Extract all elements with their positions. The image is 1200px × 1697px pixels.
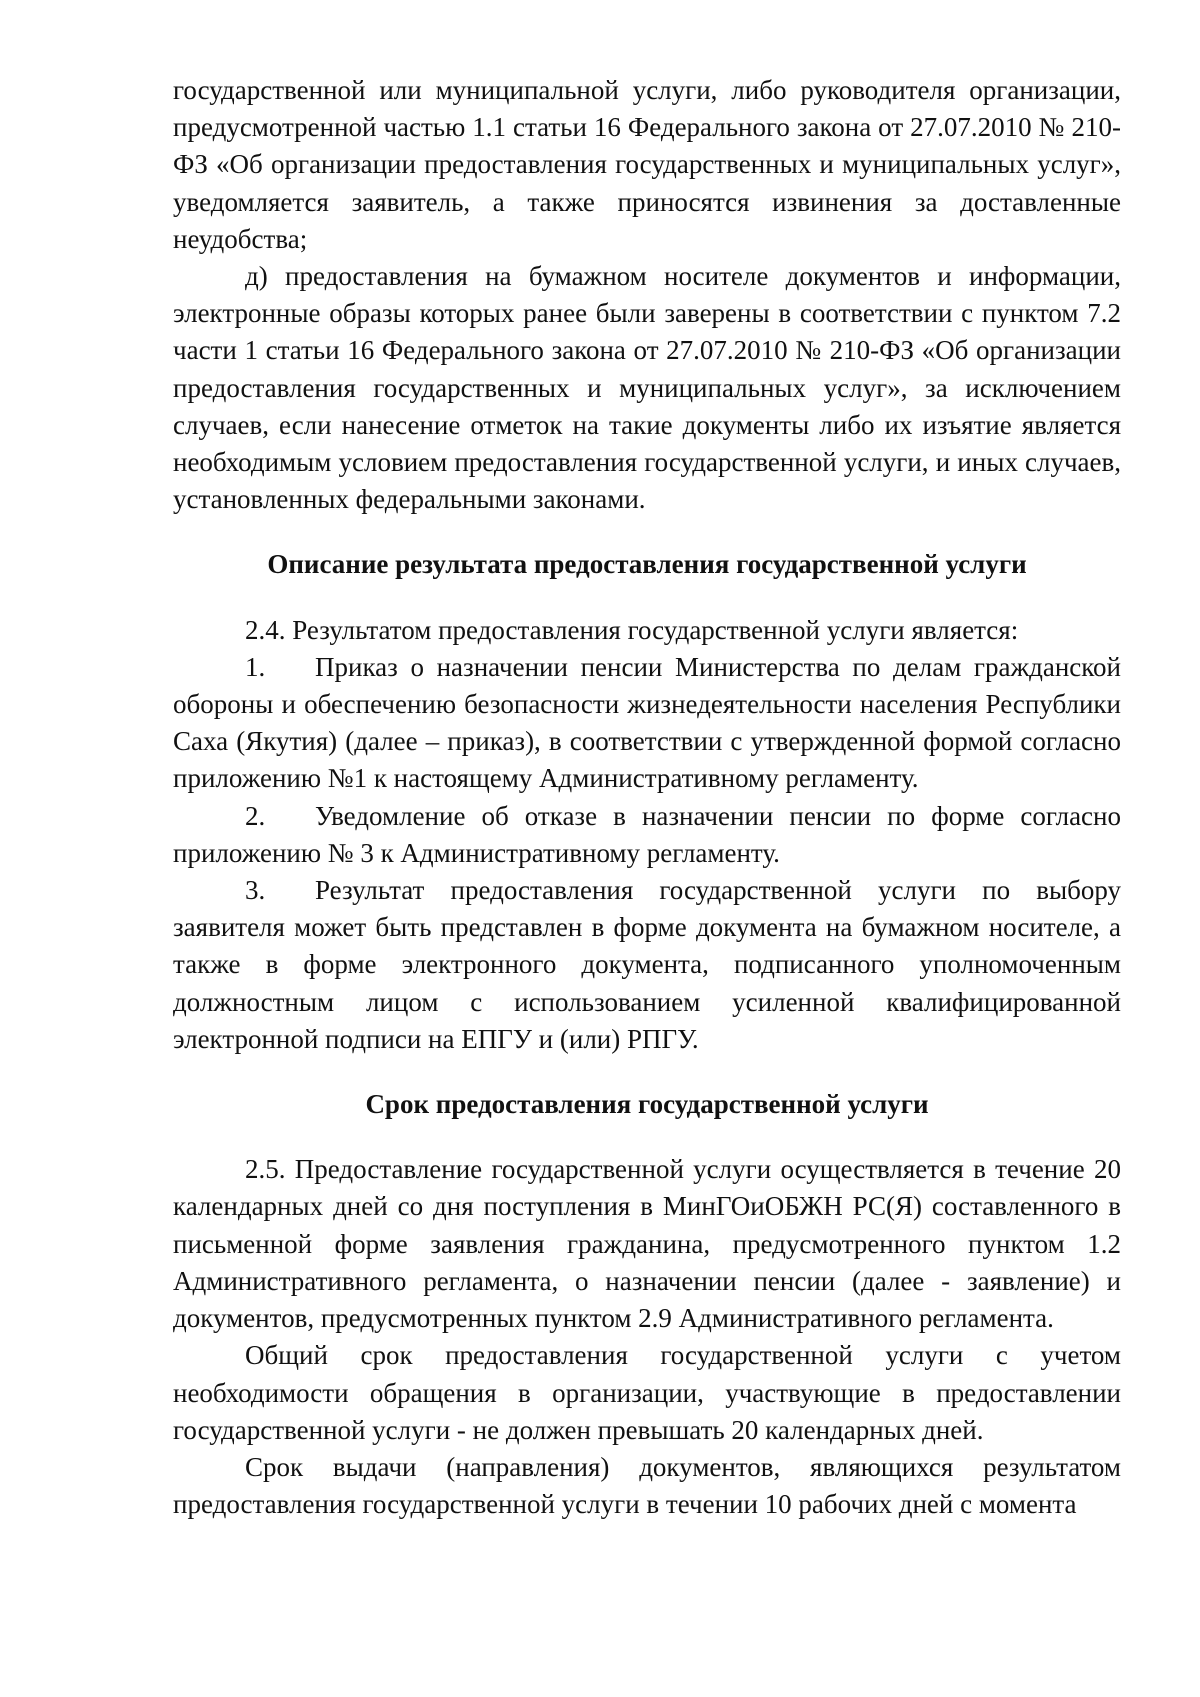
list-item-number: 3. xyxy=(245,875,266,906)
list-item-text: Уведомление об отказе в назначении пенсии по форме согласно приложению № 3 к Административному регламенту. xyxy=(173,800,1121,868)
document-body xyxy=(173,72,1121,1523)
section-heading-result: Описание результата предоставления государственной услуги xyxy=(267,549,1027,580)
result-list-item xyxy=(173,798,1121,872)
paragraph-issue-term: Срок выдачи (направления) документов, являющихся результатом предоставления государственной услуги в течении 10 рабочих дней с момента xyxy=(173,1451,1121,1520)
result-list-item xyxy=(173,649,1121,798)
list-item-number: 1. xyxy=(245,651,266,682)
list-item-number: 2. xyxy=(245,800,266,831)
list-item-text: Результат предоставления государственной услуги по выбору заявителя может быть представлен в форме документа на бумажном носителе, а также в форме электронного документа, подписанного уполномоченным должностным лицом с использованием усиленной квалифицированной электронной подписи на ЕПГУ и (или) РПГУ. xyxy=(173,875,1121,1054)
paragraph-continuation: государственной или муниципальной услуги, либо руководителя организации, предусмотренной частью 1.1 статьи 16 Федерального закона от 27.07.2010 № 210-ФЗ «Об организации предоставления государственных и муниципальных услуг», уведомляется заявитель, а также приносятся извинения за доставленные неудобства; xyxy=(173,75,1121,254)
section-heading-term: Срок предоставления государственной услуги xyxy=(365,1089,929,1120)
paragraph-total-term: Общий срок предоставления государственной услуги с учетом необходимости обращения в организации, участвующие в предоставлении государственной услуги - не должен превышать 20 календарных дней. xyxy=(173,1340,1121,1445)
paragraph-2-5: 2.5. Предоставление государственной услуги осуществляется в течение 20 календарных дней со дня поступления в МинГОиОБЖН РС(Я) составленного в письменной форме заявления гражданина, предусмотренного пунктом 1.2 Административного регламента, о назначении пенсии (далее - заявление) и документов, предусмотренных пунктом 2.9 Административного регламента. xyxy=(173,1154,1121,1334)
list-item-text: Приказ о назначении пенсии Министерства по делам гражданской обороны и обеспечению безопасности жизнедеятельности населения Республики Саха (Якутия) (далее – приказ), в соответствии с утвержденной формой согласно приложению №1 к настоящему Административному регламенту. xyxy=(173,651,1121,794)
result-list-item xyxy=(173,872,1121,1058)
paragraph-item-d: д) предоставления на бумажном носителе документов и информации, электронные образы которых ранее были заверены в соответствии с пунктом 7.2 части 1 статьи 16 Федерального закона от 27.07.2010 № 210-ФЗ «Об организации предоставления государственных и муниципальных услуг», за исключением случаев, если нанесение отметок на такие документы либо их изъятие является необходимым условием предоставления государственной услуги, и иных случаев, установленных федеральными законами. xyxy=(173,261,1121,515)
paragraph-2-4: 2.4. Результатом предоставления государственной услуги является: xyxy=(245,614,1019,645)
